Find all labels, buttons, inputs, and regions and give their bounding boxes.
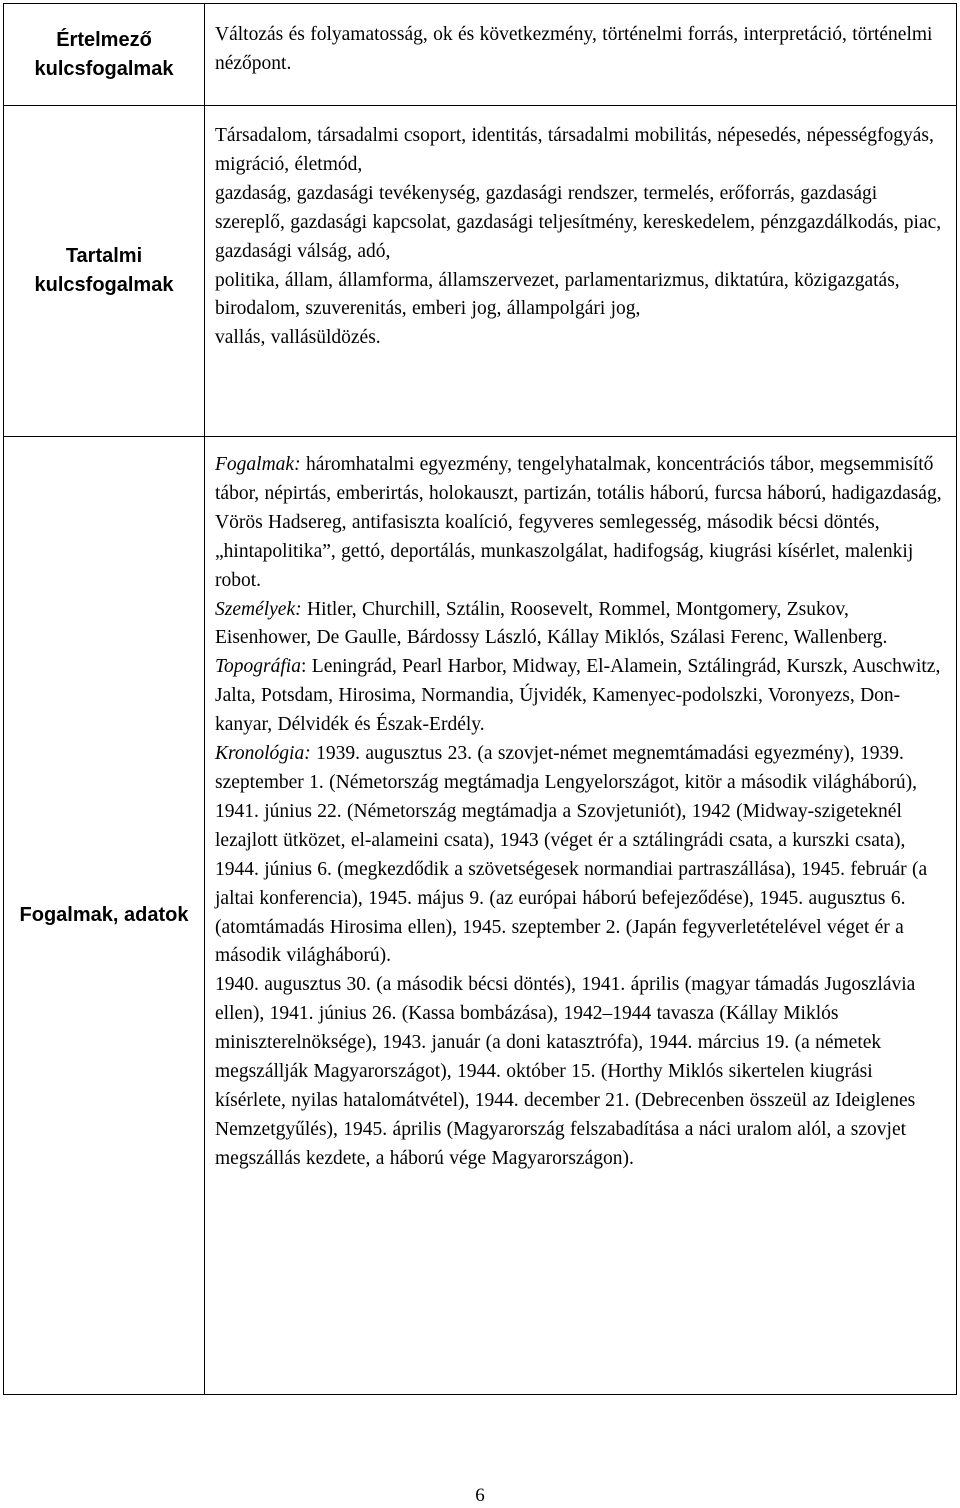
topografia-text: : Leningrád, Pearl Harbor, Midway, El-Alamein, Sztálingrád, Kurszk, Auschwitz, Jalta, Potsdam, Hirosima, Normandia, Újvidék, Kamenyec-podolszki, Voronyezs, Don-kanyar, Délvidék és Észak-Erdély. <box>215 656 941 736</box>
tartalmi-line-economy: gazdaság, gazdasági tevékenység, gazdasági rendszer, termelés, erőforrás, gazdasági szereplő, gazdasági kapcsolat, gazdasági teljesítmény, kereskedelem, pénzgazdálkodás, piac, gazdasági válság, adó, <box>215 182 942 262</box>
szemelyek-paragraph <box>215 596 948 654</box>
tartalmi-line-religion: vallás, vallásüldözés. <box>215 327 381 349</box>
tartalmi-line-politics: politika, állam, államforma, államszervezet, parlamentarizmus, diktatúra, közigazgatás, birodalom, szuverenitás, emberi jog, állampolgári jog, <box>215 269 900 320</box>
row-content-fogalmak <box>205 437 957 1395</box>
kronologia-lead: Kronológia: <box>215 743 311 765</box>
fogalmak-lead: Fogalmak: <box>215 454 301 475</box>
kronologia-hungary-paragraph: 1940. augusztus 30. (a második bécsi döntés), 1941. április (magyar támadás Jugoszlávia ellen), 1941. június 26. (Kassa bombázása), 1942–1944 tavasza (Kállay Miklós miniszterelnöksége), 1943. január (a doni katasztrófa), 1944. március 19. (a németek megszállják Magyarországot), 1944. október 15. (Horthy Miklós sikertelen kiugrási kísérlete, nyilas hatalomátvétel), 1944. december 21. (Debrecenben összeül az Ideiglenes Nemzetgyűlés), 1945. április (Magyarország felszabadítása a náci uralom alól, a szovjet megszállás kezdete, a háború vége Magyarországon). <box>215 974 916 1169</box>
row-label-ertelmezo: Értelmező kulcsfogalmak <box>4 4 205 106</box>
kronologia-text: 1939. augusztus 23. (a szovjet-német megnemtámadási egyezmény), 1939. szeptember 1. (Németország megtámadja Lengyelországot, kitör a második világháború), 1941. június 22. (Németország megtámadja a Szovjetuniót), 1942 (Midway-szigeteknél lezajlott ütközet, el-alameini csata), 1943 (véget ér a sztálingrádi csata, a kurszki csata), 1944. június 6. (megkezdődik a szövetségesek normandiai partraszállása), 1945. február (a jaltai konferencia), 1945. május 9. (az európai háború befejeződése), 1945. augusztus 6. (atomtámadás Hirosima ellen), 1945. szeptember 2. (Japán fegyverletételével véget ér a második világháború). <box>215 743 928 967</box>
fogalmak-paragraph <box>215 451 948 596</box>
table-row-tartalmi <box>4 106 957 437</box>
row-content-ertelmezo <box>205 4 957 106</box>
row-content-tartalmi <box>205 106 957 437</box>
fogalmak-text: háromhatalmi egyezmény, tengelyhatalmak, koncentrációs tábor, megsemmisítő tábor, népirtás, emberirtás, holokauszt, partizán, totális háború, furcsa háború, hadigazdaság, Vörös Hadsereg, antifasiszta koalíció, fegyveres semlegesség, második bécsi döntés, „hintapolitika”, gettó, deportálás, munkaszolgálat, hadifogság, kiugrási kísérlet, malenkij robot. <box>215 454 942 591</box>
row-label-tartalmi: Tartalmi kulcsfogalmak <box>4 106 205 437</box>
tartalmi-line-society: Társadalom, társadalmi csoport, identitás, társadalmi mobilitás, népesedés, népességfogyás, migráció, életmód, <box>215 125 934 175</box>
table-row-fogalmak <box>4 437 957 1395</box>
ertelmezo-text: Változás és folyamatosság, ok és következmény, történelmi forrás, interpretáció, történelmi nézőpont. <box>215 24 933 74</box>
kronologia-paragraph <box>215 740 948 971</box>
topografia-lead: Topográfia <box>215 656 301 678</box>
curriculum-table <box>3 3 957 1395</box>
topografia-paragraph <box>215 653 948 740</box>
szemelyek-text: Hitler, Churchill, Sztálin, Roosevelt, Rommel, Montgomery, Zsukov, Eisenhower, De Gaulle, Bárdossy László, Kállay Miklós, Szálasi Ferenc, Wallenberg. <box>215 598 888 649</box>
szemelyek-lead: Személyek: <box>215 598 302 620</box>
page-number: 6 <box>475 1485 485 1506</box>
table-row-ertelmezo <box>4 4 957 106</box>
row-label-fogalmak: Fogalmak, adatok <box>4 437 205 1395</box>
